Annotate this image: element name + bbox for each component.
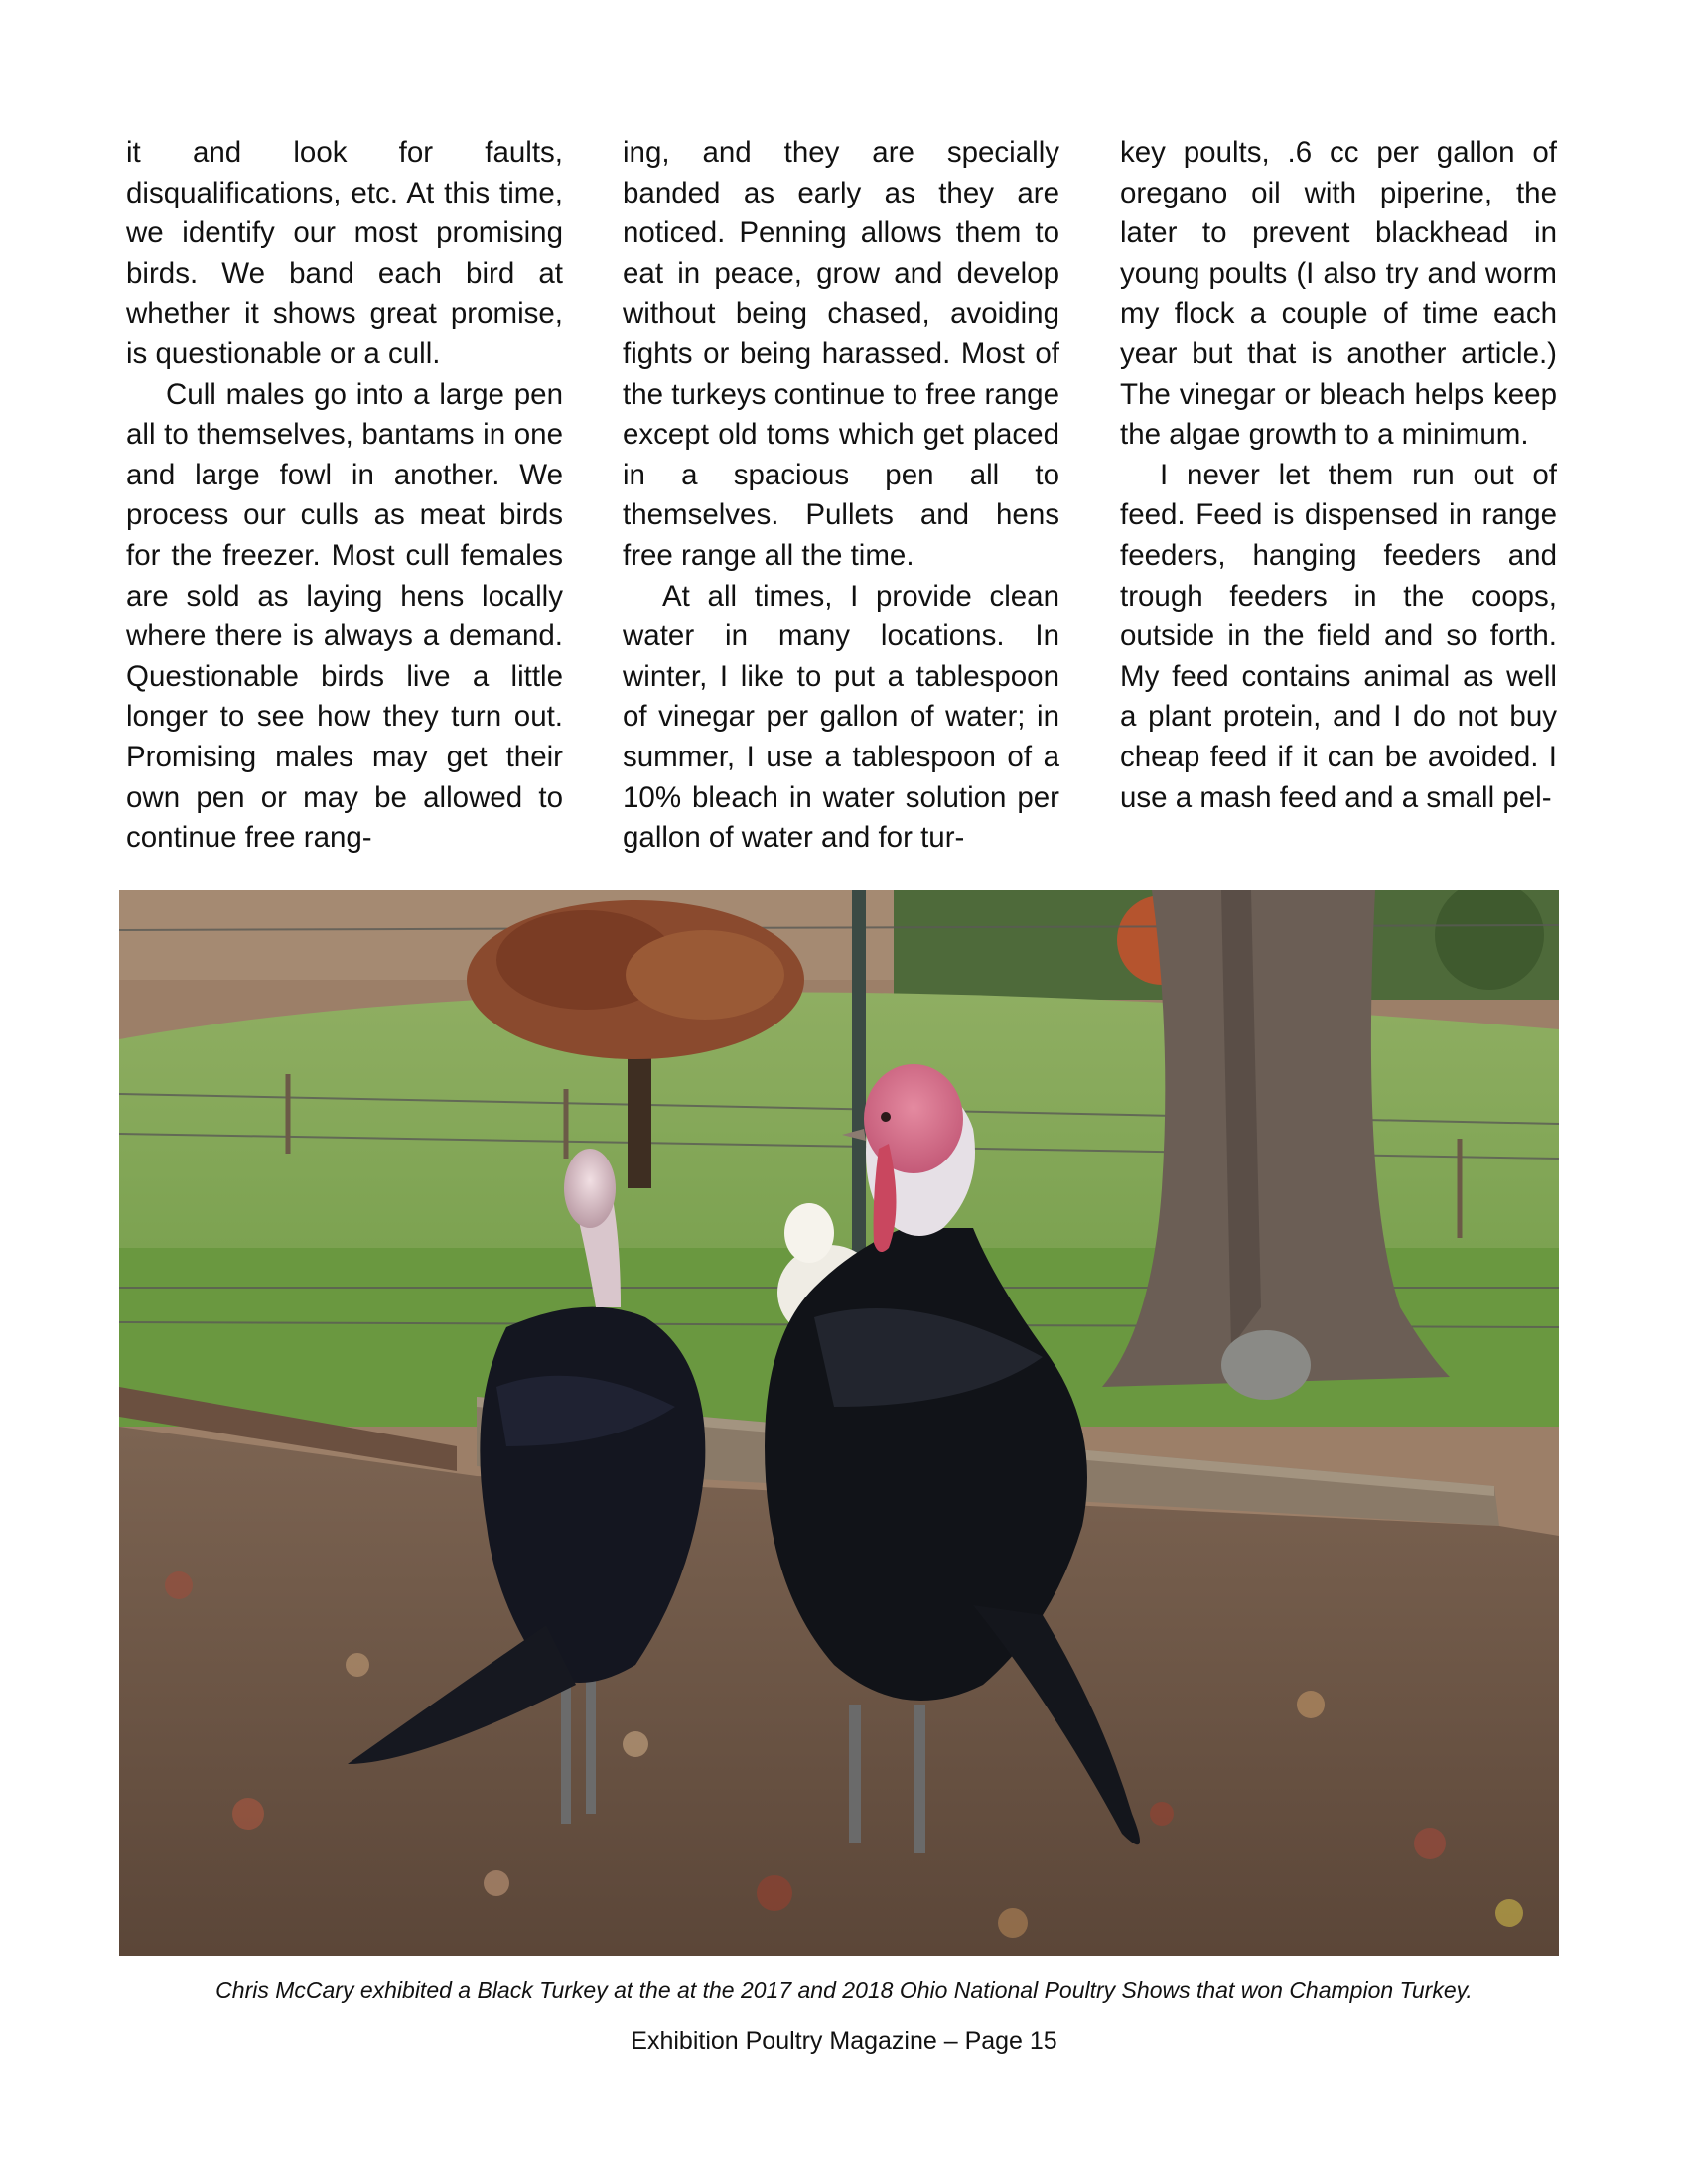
paragraph: it and look for faults, disqualifications, etc. At this time, we identify our most promising birds. We band each bird at whether it shows great promise, is questionable or a cull. — [126, 136, 563, 370]
paragraph: key poults, .6 cc per gallon of oregano oil with piperine, the later to prevent blackhead in young poults (I also try and worm my flock a couple of time each year but that is another article.) The vinegar or bleach helps keep the algae growth to a minimum. — [1120, 136, 1557, 452]
text-column-3 — [1120, 133, 1557, 818]
photo-caption: Chris McCary exhibited a Black Turkey at the at the 2017 and 2018 Ohio National Poultry Shows that won Champion Turkey. — [215, 1978, 1473, 2003]
text-column-1 — [126, 133, 563, 859]
paragraph: I never let them run out of feed. Feed is dispensed in range feeders, hanging feeders and trough feeders in the coops, outside in the field and so forth. My feed contains animal as well a plant protein, and I do not buy cheap feed if it can be avoided. I use a mash feed and a small pel- — [1120, 458, 1557, 814]
turkey-photo — [119, 890, 1559, 1956]
paragraph: At all times, I provide clean water in many locations. In winter, I like to put a tablespoon of vinegar per gallon of water; in summer, I use a tablespoon of a 10% bleach in water solution per gallon of water and for tur- — [623, 579, 1059, 855]
page-footer: Exhibition Poultry Magazine – Page 15 — [631, 2027, 1057, 2055]
paragraph: Cull males go into a large pen all to themselves, bantams in one and large fowl in another. We process our culls as meat birds for the freezer. Most cull females are sold as laying hens locally where there is always a demand. Questionable birds live a little longer to see how they turn out. Promising males may get their own pen or may be allowed to continue free rang- — [126, 377, 563, 855]
paragraph: ing, and they are specially banded as early as they are noticed. Penning allows them to eat in peace, grow and develop without being chased, avoiding fights or being harassed. Most of the turkeys continue to free range except old toms which get placed in a spacious pen all to themselves. Pullets and hens free range all the time. — [623, 136, 1059, 572]
text-column-2 — [623, 133, 1059, 859]
